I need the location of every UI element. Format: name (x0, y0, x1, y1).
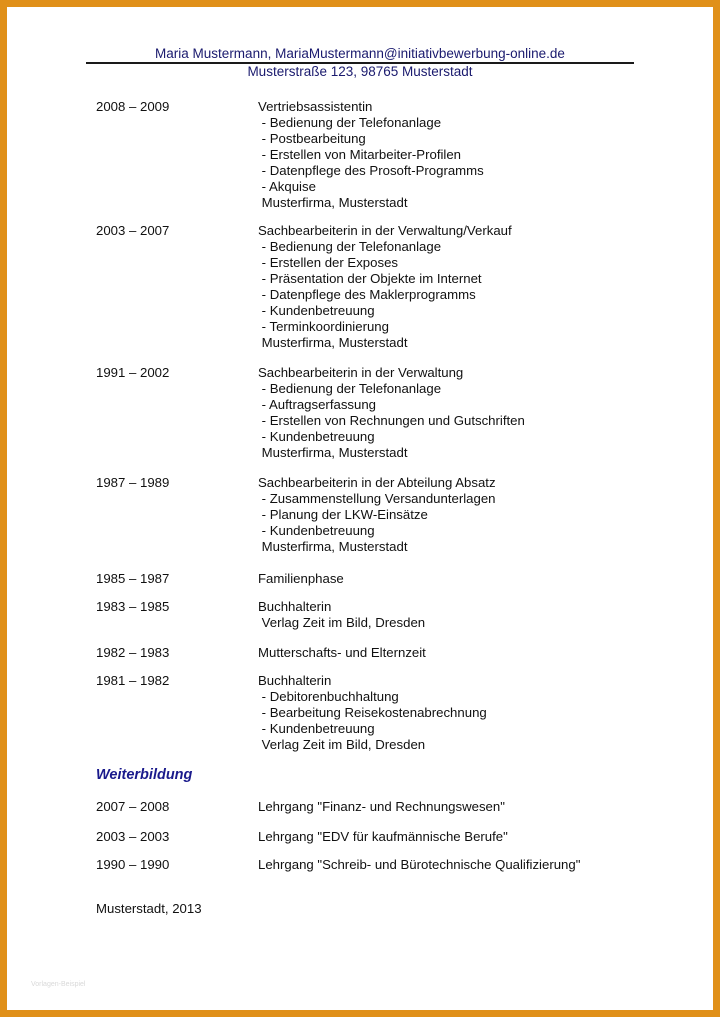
experience-date: 1983 – 1985 (96, 599, 170, 614)
experience-details (258, 475, 658, 555)
experience-detail-line: Musterfirma, Musterstadt (258, 539, 408, 554)
experience-detail-line: - Präsentation der Objekte im Internet (258, 271, 482, 286)
training-date: 2007 – 2008 (96, 799, 170, 814)
experience-detail-line: - Bedienung der Telefonanlage (258, 115, 442, 130)
experience-date: 1982 – 1983 (96, 645, 170, 660)
experience-details (258, 223, 658, 351)
experience-details (258, 645, 658, 661)
experience-details (258, 99, 658, 211)
experience-detail-line: - Akquise (258, 179, 316, 194)
experience-detail-line: Musterfirma, Musterstadt (258, 335, 408, 350)
experience-date: 1991 – 2002 (96, 365, 170, 380)
experience-detail-line: - Auftragserfassung (258, 397, 377, 412)
experience-detail-line: Musterfirma, Musterstadt (258, 195, 408, 210)
experience-detail-line: - Planung der LKW-Einsätze (258, 507, 428, 522)
training-title: Lehrgang "Finanz- und Rechnungswesen" (258, 799, 505, 814)
experience-detail-line: - Datenpflege des Prosoft-Programms (258, 163, 484, 178)
experience-title: Sachbearbeiterin in der Verwaltung/Verkauf (258, 223, 512, 238)
training-title: Lehrgang "Schreib- und Bürotechnische Qualifizierung" (258, 857, 581, 872)
experience-detail-line: - Kundenbetreuung (258, 429, 375, 444)
experience-detail-line: - Terminkoordinierung (258, 319, 389, 334)
experience-details (258, 571, 658, 587)
header-divider (86, 62, 634, 64)
experience-detail-line: - Zusammenstellung Versandunterlagen (258, 491, 496, 506)
experience-title: Sachbearbeiterin in der Abteilung Absatz (258, 475, 496, 490)
training-details (258, 857, 658, 873)
experience-date: 2003 – 2007 (96, 223, 170, 238)
experience-detail-line: - Postbearbeitung (258, 131, 366, 146)
experience-detail-line: - Bedienung der Telefonanlage (258, 381, 442, 396)
experience-detail-line: - Erstellen der Exposes (258, 255, 398, 270)
header-address: Musterstraße 123, 98765 Musterstadt (247, 64, 473, 79)
training-date: 1990 – 1990 (96, 857, 170, 872)
experience-title: Buchhalterin (258, 599, 332, 614)
experience-detail-line: - Bedienung der Telefonanlage (258, 239, 442, 254)
experience-title: Sachbearbeiterin in der Verwaltung (258, 365, 464, 380)
experience-title: Vertriebsassistentin (258, 99, 373, 114)
experience-details (258, 365, 658, 461)
experience-date: 1981 – 1982 (96, 673, 170, 688)
training-details (258, 829, 658, 845)
training-details (258, 799, 658, 815)
experience-detail-line: - Bearbeitung Reisekostenabrechnung (258, 705, 487, 720)
experience-detail-line: - Debitorenbuchhaltung (258, 689, 399, 704)
experience-detail-line: - Kundenbetreuung (258, 523, 375, 538)
experience-detail-line: - Erstellen von Rechnungen und Gutschriften (258, 413, 525, 428)
experience-detail-line: Verlag Zeit im Bild, Dresden (258, 737, 426, 752)
watermark-text: Vorlagen-Beispiel (31, 981, 86, 988)
experience-detail-line: - Kundenbetreuung (258, 303, 375, 318)
experience-title: Buchhalterin (258, 673, 332, 688)
header-name-email: Maria Mustermann, MariaMustermann@initiativbewerbung-online.de (155, 46, 565, 61)
experience-detail-line: Verlag Zeit im Bild, Dresden (258, 615, 426, 630)
place-date-footer: Musterstadt, 2013 (96, 901, 202, 916)
experience-details (258, 599, 658, 631)
experience-title: Familienphase (258, 571, 344, 586)
section-title-training: Weiterbildung (96, 767, 193, 783)
experience-detail-line: - Erstellen von Mitarbeiter-Profilen (258, 147, 462, 162)
experience-detail-line: - Datenpflege des Maklerprogramms (258, 287, 476, 302)
experience-details (258, 673, 658, 753)
training-date: 2003 – 2003 (96, 829, 170, 844)
training-title: Lehrgang "EDV für kaufmännische Berufe" (258, 829, 508, 844)
experience-detail-line: - Kundenbetreuung (258, 721, 375, 736)
experience-date: 1985 – 1987 (96, 571, 170, 586)
experience-date: 2008 – 2009 (96, 99, 170, 114)
experience-detail-line: Musterfirma, Musterstadt (258, 445, 408, 460)
experience-date: 1987 – 1989 (96, 475, 170, 490)
experience-title: Mutterschafts- und Elternzeit (258, 645, 426, 660)
